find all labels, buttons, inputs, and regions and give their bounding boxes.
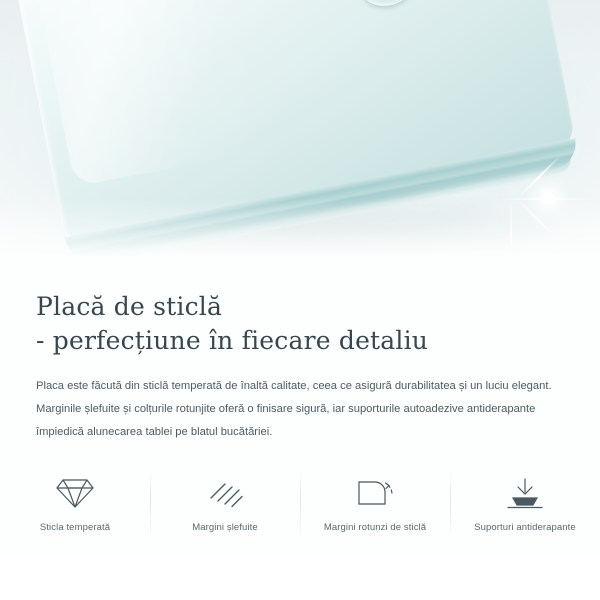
diamond-icon — [55, 472, 95, 514]
rounded-corner-icon — [353, 472, 397, 514]
anti-slip-support-icon — [504, 472, 546, 514]
text-block — [0, 268, 600, 444]
feature-label: Suporturi antiderapante — [474, 522, 576, 533]
feature-item-tempered-glass — [0, 462, 150, 556]
feature-item-polished-edges — [150, 462, 300, 556]
feature-strip — [0, 462, 600, 556]
description-paragraph: Placa este făcută din sticlă temperată de înaltă calitate, ceea ce asigură durabilitatea și un luciu elegant. Marginile șlefuite și colțurile rotunjite oferă o finisare sigură, iar suporturile autoadezive antiderapante împiedică alunecarea tablei pe blatul bucătăriei. — [36, 380, 552, 438]
feature-item-rounded-corners — [300, 462, 450, 556]
hero-bottom-fade — [0, 198, 600, 268]
feature-label: Margini șlefuite — [192, 522, 258, 533]
hero-image — [0, 0, 600, 268]
page-title — [36, 290, 564, 357]
headline-line-2: - perfecțiune în fiecare detaliu — [36, 325, 429, 355]
footer-whitespace — [0, 556, 600, 600]
feature-label: Sticla temperată — [39, 522, 111, 533]
feature-label: Margini rotunzi de sticlă — [323, 522, 427, 533]
headline-line-1: Placă de sticlă — [36, 292, 223, 321]
polished-edges-icon — [205, 472, 245, 514]
feature-item-anti-slip-supports — [450, 462, 600, 556]
